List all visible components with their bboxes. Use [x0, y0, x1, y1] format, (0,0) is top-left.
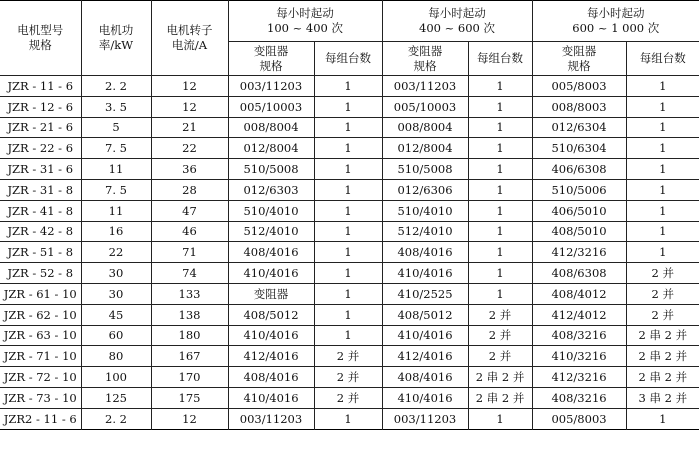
cell-spec2: 510/4010 [382, 200, 468, 221]
subheader-spec-1 [228, 42, 314, 76]
group1-line1: 每小时起动 [276, 6, 334, 20]
cell-power: 11 [81, 200, 151, 221]
cell-count1: 1 [314, 325, 382, 346]
cell-count3: 2 串 2 并 [626, 325, 699, 346]
cell-model: JZR - 12 - 6 [0, 96, 81, 117]
group2-line1: 每小时起动 [428, 6, 486, 20]
cell-count2: 1 [468, 138, 532, 159]
cell-count3: 1 [626, 159, 699, 180]
table-row [0, 346, 699, 367]
cell-current: 46 [151, 221, 228, 242]
header-group-100-400 [228, 1, 382, 42]
header-current [151, 1, 228, 76]
cell-count3: 1 [626, 221, 699, 242]
cell-count2: 1 [468, 117, 532, 138]
cell-spec2: 408/4016 [382, 367, 468, 388]
cell-spec2: 512/4010 [382, 221, 468, 242]
cell-count1: 1 [314, 221, 382, 242]
cell-count2: 1 [468, 408, 532, 429]
cell-spec3: 408/6308 [532, 263, 626, 284]
cell-spec3: 408/4012 [532, 283, 626, 304]
spec-line1: 变阻器 [407, 43, 443, 58]
table-row [0, 408, 699, 429]
cell-model: JZR - 61 - 10 [0, 283, 81, 304]
cell-spec1: 008/8004 [228, 117, 314, 138]
cell-count3: 1 [626, 179, 699, 200]
cell-spec1: 408/5012 [228, 304, 314, 325]
cell-spec2: 008/8004 [382, 117, 468, 138]
cell-count3: 2 并 [626, 263, 699, 284]
cell-spec3: 412/4012 [532, 304, 626, 325]
cell-spec3: 406/6308 [532, 159, 626, 180]
group3-line2: 600 ~ 1 000 次 [572, 21, 660, 35]
cell-model: JZR - 41 - 8 [0, 200, 81, 221]
cell-count3: 1 [626, 138, 699, 159]
cell-spec1: 510/5008 [228, 159, 314, 180]
cell-current: 21 [151, 117, 228, 138]
cell-count1: 2 并 [314, 346, 382, 367]
spec-line1: 变阻器 [253, 43, 289, 58]
cell-current: 138 [151, 304, 228, 325]
header-power-line2: 率/kW [98, 38, 134, 52]
cell-spec3: 510/5006 [532, 179, 626, 200]
cell-count3: 1 [626, 242, 699, 263]
cell-current: 71 [151, 242, 228, 263]
cell-count1: 2 并 [314, 367, 382, 388]
table-row [0, 159, 699, 180]
cell-spec3: 406/5010 [532, 200, 626, 221]
cell-count1: 1 [314, 304, 382, 325]
cell-spec3: 408/5010 [532, 221, 626, 242]
cell-spec1: 012/6303 [228, 179, 314, 200]
spec-line2: 规格 [259, 58, 283, 73]
cell-model: JZR - 63 - 10 [0, 325, 81, 346]
cell-current: 28 [151, 179, 228, 200]
cell-power: 80 [81, 346, 151, 367]
cell-count1: 1 [314, 200, 382, 221]
cell-count2: 1 [468, 242, 532, 263]
cell-model: JZR - 31 - 6 [0, 159, 81, 180]
cell-spec1: 510/4010 [228, 200, 314, 221]
table-body [0, 76, 699, 430]
table-row [0, 242, 699, 263]
group1-line2: 100 ~ 400 次 [267, 21, 344, 35]
cell-count1: 1 [314, 242, 382, 263]
cell-current: 12 [151, 76, 228, 97]
cell-current: 170 [151, 367, 228, 388]
table-row [0, 367, 699, 388]
cell-count2: 1 [468, 221, 532, 242]
cell-count2: 1 [468, 96, 532, 117]
cell-count1: 1 [314, 138, 382, 159]
table-row [0, 304, 699, 325]
cell-model: JZR2 - 11 - 6 [0, 408, 81, 429]
cell-spec1: 003/11203 [228, 76, 314, 97]
cell-spec1: 410/4016 [228, 387, 314, 408]
cell-current: 36 [151, 159, 228, 180]
cell-power: 22 [81, 242, 151, 263]
cell-power: 30 [81, 283, 151, 304]
group2-line2: 400 ~ 600 次 [419, 21, 496, 35]
cell-spec3: 005/8003 [532, 408, 626, 429]
cell-model: JZR - 51 - 8 [0, 242, 81, 263]
cell-spec2: 012/8004 [382, 138, 468, 159]
cell-spec1: 410/4016 [228, 325, 314, 346]
header-current-line2: 电流/A [171, 38, 208, 52]
cell-spec2: 410/2525 [382, 283, 468, 304]
cell-spec3: 408/3216 [532, 387, 626, 408]
cell-power: 7. 5 [81, 138, 151, 159]
spec-line2: 规格 [567, 58, 591, 73]
table-row [0, 179, 699, 200]
cell-current: 180 [151, 325, 228, 346]
cell-count2: 1 [468, 200, 532, 221]
cell-spec1: 410/4016 [228, 263, 314, 284]
cell-power: 5 [81, 117, 151, 138]
table-row [0, 138, 699, 159]
header-group-400-600 [382, 1, 532, 42]
cell-model: JZR - 52 - 8 [0, 263, 81, 284]
cell-spec2: 410/4016 [382, 263, 468, 284]
cell-count3: 1 [626, 408, 699, 429]
cell-count2: 1 [468, 283, 532, 304]
header-model-line1: 电机型号 [17, 23, 64, 37]
cell-current: 12 [151, 96, 228, 117]
group3-line1: 每小时起动 [587, 6, 645, 20]
cell-power: 125 [81, 387, 151, 408]
subheader-spec-3 [532, 42, 626, 76]
cell-spec3: 008/8003 [532, 96, 626, 117]
cell-count1: 1 [314, 76, 382, 97]
cell-count2: 2 串 2 并 [468, 367, 532, 388]
cell-count3: 2 并 [626, 283, 699, 304]
cell-count1: 1 [314, 179, 382, 200]
header-current-line1: 电机转子 [166, 23, 213, 37]
cell-spec2: 003/11203 [382, 76, 468, 97]
cell-model: JZR - 42 - 8 [0, 221, 81, 242]
cell-current: 167 [151, 346, 228, 367]
subheader-count-2: 每组台数 [468, 42, 532, 76]
cell-power: 11 [81, 159, 151, 180]
cell-current: 12 [151, 408, 228, 429]
cell-count3: 1 [626, 96, 699, 117]
cell-count2: 1 [468, 263, 532, 284]
cell-spec3: 408/3216 [532, 325, 626, 346]
cell-count2: 2 并 [468, 346, 532, 367]
cell-power: 7. 5 [81, 179, 151, 200]
cell-power: 60 [81, 325, 151, 346]
cell-spec3: 012/6304 [532, 117, 626, 138]
cell-model: JZR - 22 - 6 [0, 138, 81, 159]
cell-spec1: 变阻器 [228, 283, 314, 304]
spec-line1: 变阻器 [561, 43, 597, 58]
cell-current: 175 [151, 387, 228, 408]
subheader-spec-2 [382, 42, 468, 76]
cell-count3: 1 [626, 117, 699, 138]
table-row [0, 387, 699, 408]
cell-count3: 1 [626, 200, 699, 221]
cell-count1: 1 [314, 117, 382, 138]
subheader-count-1: 每组台数 [314, 42, 382, 76]
cell-count2: 1 [468, 76, 532, 97]
table-row [0, 96, 699, 117]
cell-count1: 1 [314, 263, 382, 284]
cell-power: 2. 2 [81, 76, 151, 97]
header-model-line2: 规格 [28, 38, 52, 52]
cell-count1: 1 [314, 159, 382, 180]
cell-current: 22 [151, 138, 228, 159]
cell-count2: 1 [468, 159, 532, 180]
cell-count1: 2 并 [314, 387, 382, 408]
cell-count1: 1 [314, 283, 382, 304]
cell-power: 16 [81, 221, 151, 242]
cell-model: JZR - 21 - 6 [0, 117, 81, 138]
header-model [0, 1, 81, 76]
cell-count3: 3 串 2 并 [626, 387, 699, 408]
cell-current: 47 [151, 200, 228, 221]
cell-count2: 2 并 [468, 304, 532, 325]
cell-spec1: 012/8004 [228, 138, 314, 159]
cell-spec2: 003/11203 [382, 408, 468, 429]
cell-count3: 2 串 2 并 [626, 367, 699, 388]
cell-model: JZR - 72 - 10 [0, 367, 81, 388]
cell-spec1: 512/4010 [228, 221, 314, 242]
cell-spec2: 412/4016 [382, 346, 468, 367]
table-row [0, 283, 699, 304]
table-row [0, 263, 699, 284]
cell-model: JZR - 31 - 8 [0, 179, 81, 200]
cell-spec2: 408/4016 [382, 242, 468, 263]
table-row [0, 325, 699, 346]
cell-spec3: 510/6304 [532, 138, 626, 159]
cell-spec3: 410/3216 [532, 346, 626, 367]
table-row [0, 117, 699, 138]
cell-power: 100 [81, 367, 151, 388]
header-power-line1: 电机功 [98, 23, 134, 37]
subheader-count-3: 每组台数 [626, 42, 699, 76]
cell-spec2: 410/4016 [382, 387, 468, 408]
cell-model: JZR - 71 - 10 [0, 346, 81, 367]
cell-spec3: 412/3216 [532, 367, 626, 388]
cell-model: JZR - 73 - 10 [0, 387, 81, 408]
header-group-600-1000 [532, 1, 699, 42]
table-row [0, 221, 699, 242]
cell-spec2: 012/6306 [382, 179, 468, 200]
cell-count3: 2 并 [626, 304, 699, 325]
table-row [0, 200, 699, 221]
cell-spec3: 005/8003 [532, 76, 626, 97]
cell-spec2: 005/10003 [382, 96, 468, 117]
cell-spec2: 510/5008 [382, 159, 468, 180]
cell-spec2: 410/4016 [382, 325, 468, 346]
cell-power: 30 [81, 263, 151, 284]
spec-line2: 规格 [413, 58, 437, 73]
cell-count2: 1 [468, 179, 532, 200]
header-power [81, 1, 151, 76]
cell-current: 74 [151, 263, 228, 284]
table-row [0, 76, 699, 97]
cell-model: JZR - 11 - 6 [0, 76, 81, 97]
cell-count3: 1 [626, 76, 699, 97]
cell-spec3: 412/3216 [532, 242, 626, 263]
cell-spec1: 003/11203 [228, 408, 314, 429]
cell-spec2: 408/5012 [382, 304, 468, 325]
cell-power: 45 [81, 304, 151, 325]
cell-spec1: 408/4016 [228, 367, 314, 388]
cell-power: 3. 5 [81, 96, 151, 117]
cell-spec1: 005/10003 [228, 96, 314, 117]
cell-count2: 2 并 [468, 325, 532, 346]
cell-count1: 1 [314, 408, 382, 429]
cell-current: 133 [151, 283, 228, 304]
cell-model: JZR - 62 - 10 [0, 304, 81, 325]
cell-count2: 2 串 2 并 [468, 387, 532, 408]
cell-count3: 2 串 2 并 [626, 346, 699, 367]
cell-spec1: 412/4016 [228, 346, 314, 367]
cell-power: 2. 2 [81, 408, 151, 429]
cell-spec1: 408/4016 [228, 242, 314, 263]
cell-count1: 1 [314, 96, 382, 117]
